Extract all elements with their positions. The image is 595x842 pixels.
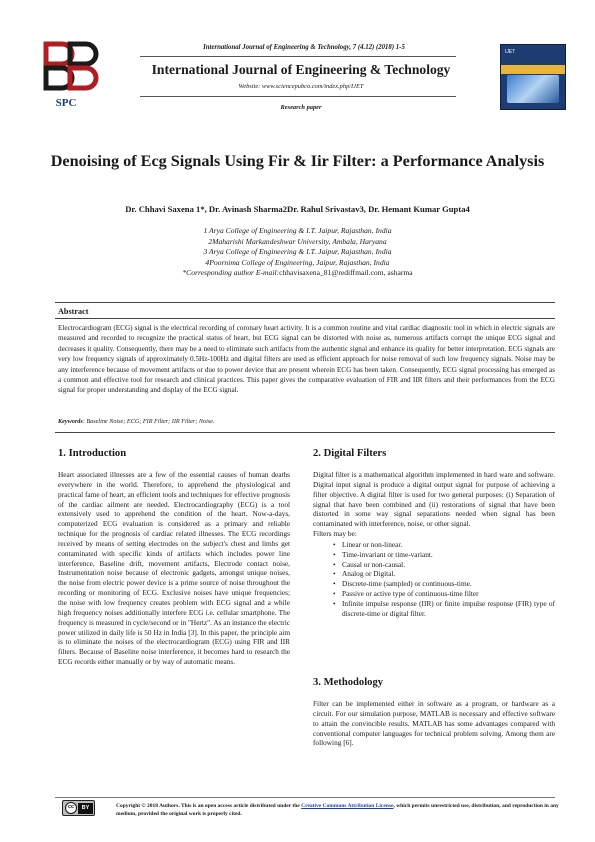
methodology-heading: 3. Methodology: [313, 677, 384, 688]
cc-icon: cc: [65, 802, 77, 814]
list-item: • Analog or Digital.: [333, 569, 555, 579]
list-item: • Time-invariant or time-variant.: [333, 550, 555, 560]
license-link[interactable]: Creative Commons Attribution License: [301, 803, 394, 809]
list-item: • Discrete-time (sampled) or continuous-time.: [333, 579, 555, 589]
digital-filters-text: Digital filter is a mathematical algorithm implemented in hard ware and software. Digital input signal is produce a digital output signal for purpose of achieving a filter objective. A digital filter is used for two general purposes: (i) Separation of signal that have been combined and (ii) restorations of signal that have been distorted in some way signal separations needed when signal has been contaminated with interference, noise, or other signal.: [313, 470, 555, 529]
abstract-text: Electrocardiogram (ECG) signal is the electrical recording of coronary heart activity. It is a common routine and vital cardiac diagnostic tool in which in electric signals are measured and recorded to recognize the practical status of heart, but ECG signal can be distorted with noise as, numerous artifacts corrupt the unique ECG signal and decreases it quality. Consequently, there may be a need to eliminate such artifacts from the authentic signal and enhance its quality for better interpretation. ECG signals are very low frequency signals of approximately 0.5Hz-100Hz and digital filters are used as efficient approach for noise removal of such low frequency signals. Noise may be any interference because of movement artifacts or due to power device that are present wherein ECG has been taken. Consequently, ECG signal processing has emerged as a common and effective tool for research and clinical practices. This paper gives the comparative evaluation of FIR and IIR filters and their performances from the ECG signal for proper understanding and display of the ECG signal.: [58, 324, 555, 395]
copyright-notice: Copyright © 2018 Authors. This is an open access article distributed under the Creative Commons Attribution License, which permits unrestricted use, distribution, and reproduction in any medium, provided the original work is properly cited.: [116, 803, 559, 817]
abstract-rule-bottom: [55, 432, 555, 433]
journal-citation: International Journal of Engineering & Technology, 7 (4.12) (2018) 1-5: [203, 44, 405, 51]
digital-filters-heading: 2. Digital Filters: [313, 448, 387, 459]
affiliation-3: 3 Arya College of Engineering & I.T. Jaipur, Rajasthan, India: [203, 247, 392, 257]
cc-by-license-icon[interactable]: [62, 800, 95, 816]
list-item: • Causal or non-causal.: [333, 560, 555, 570]
paper-title: Denoising of Ecg Signals Using Fir & Iir Filter: a Performance Analysis: [50, 152, 545, 170]
svg-text:SPC: SPC: [55, 97, 77, 109]
paper-type: Research paper: [280, 104, 322, 111]
journal-header: [30, 38, 566, 113]
by-icon: BY: [78, 803, 93, 814]
intro-heading: 1. Introduction: [58, 448, 127, 459]
abstract-rule-mid: [55, 318, 555, 319]
filters-intro: Filters may be:: [313, 529, 357, 539]
abstract-rule-top: [55, 302, 555, 303]
list-item: • Infinite impulse response (IIR) or finite impulse response (FIR) type of discrete-time or digital filter.: [333, 599, 555, 619]
list-item: • Passive or active type of continuous-time filter: [333, 589, 555, 599]
filters-list: [313, 540, 555, 619]
corresponding-email[interactable]: chhavisaxena_81@rediffmail.com, asharma: [279, 268, 413, 278]
affiliation-1: 1 Arya College of Engineering & I.T. Jaipur, Rajasthan, India: [203, 226, 392, 235]
affiliation-4: 4Poornima College of Engineering, Jaipur, Rajasthan, India: [205, 257, 390, 267]
methodology-text: Filter can be implemented either in software as a program, or hardware as a circuit. For our simulation purpose, MATLAB is necessary and effective software to attain the convincible results. MATLAB has some advantages compared with conventional computer languages for technical problem solving. Among them are following [6].: [313, 699, 555, 748]
affiliations: [30, 226, 565, 279]
corresponding-author: *Corresponding author E-mail:chhavisaxena_81@rediffmail.com, asharma: [182, 268, 413, 278]
keywords: Keywords: Baseline Noise; ECG; FIR Filter; IIR Filter; Noise.: [58, 418, 215, 425]
list-item: • Linear or non-linear.: [333, 540, 555, 550]
digital-filters-section: [313, 470, 555, 619]
paper-authors: Dr. Chhavi Saxena 1*, Dr. Avinash Sharma2Dr. Rahul Srivastav3, Dr. Hemant Kumar Gupta4: [125, 204, 470, 214]
spc-logo-icon: [30, 38, 102, 111]
footer-rule: [55, 797, 555, 798]
header-rule-bottom: [140, 96, 456, 97]
journal-name: International Journal of Engineering & Technology: [151, 62, 451, 77]
affiliation-2: 2Maharishi Markandeshwar University, Ambala, Haryana: [208, 236, 387, 246]
journal-cover-image: IJET: [500, 44, 566, 110]
intro-text: Heart associated illnesses are a few of the essential causes of human deaths everywhere in the world. Therefore, to apprehend the physiological and practical fame of heart, an efficient tools and techniques for effective prognosis of the cardiac ailment are needed. Electrocardiography (ECG) is a tool extensively used to apprehend the condition of the heart. Now-a-days, computerized ECG evaluation is considered as a primary and reliable technique for the prognosis of cardiac related illnesses. The ECG recordings received by means of setting electrodes on the subject's chest and limbs get contaminated with specific kinds of artifacts which includes power line interference, Baseline drift, movement artifacts, Electrode contact noise, Instrumentation noise because of electronic gadgets, amongst unique noises, the noise from electric power device is a prime source of noise throughout the recording or monitoring of ECG. Exclusive noises have unique frequencies; the noise with low frequency creates problem with ECG signal and a while high frequency noises additionally interfere ECG i.e. cellular smartphone. The frequency is measured in cycle/second or in "Hertz". As an instance the electric power utilized in daily life is 50 Hz in India [3]. In this paper, the principle aim is to eliminate the noises of the electrocardiogram (ECG) using FIR and IIR filters. Because of Baseline noise interference, it becomes hard to research the ECG records either manually or by way of automatic means.: [58, 470, 290, 667]
abstract-heading: Abstract: [58, 307, 89, 316]
journal-website[interactable]: Website: www.sciencepubco.com/index.php/IJET: [238, 83, 364, 90]
header-rule-top: [140, 56, 456, 57]
